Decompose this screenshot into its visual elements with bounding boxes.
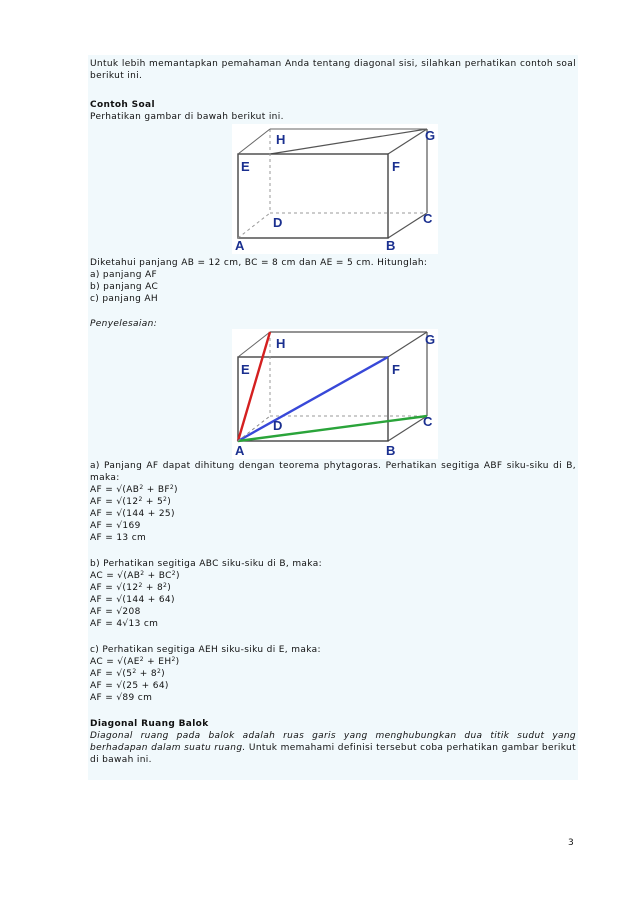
solution-a-intro: a) Panjang AF dapat dihitung dengan teorema phytagoras. Perhatikan segitiga ABF siku-siku di B, xyxy=(90,461,576,471)
vertex-f-label: F xyxy=(392,362,400,377)
given-text: Diketahui panjang AB = 12 cm, BC = 8 cm dan AE = 5 cm. Hitunglah: xyxy=(90,258,428,268)
solution-b-line5: AF = 4√13 cm xyxy=(90,619,159,629)
vertex-a-label: A xyxy=(235,238,245,253)
solution-c-intro: c) Perhatikan segitiga AEH siku-siku di E, maka: xyxy=(90,645,321,655)
solution-b-intro: b) Perhatikan segitiga ABC siku-siku di B, maka: xyxy=(90,559,322,569)
vertex-c-label: C xyxy=(423,211,433,226)
solution-a-line1: AF = $√(AB^2 + BF^2)$ xyxy=(90,484,178,495)
vertex-a-label: A xyxy=(235,443,245,458)
vertex-b-label: B xyxy=(386,238,396,253)
solution-c-line3: AF = √(25 + 64) xyxy=(90,681,169,691)
solution-a-line2: AF = $√(12^2 + 5^2)$ xyxy=(90,496,172,507)
question-a: a) panjang AF xyxy=(90,270,157,280)
solution-c-line1: AC = $√(AE^2 + EH^2)$ xyxy=(90,656,180,667)
example-prompt: Perhatikan gambar di bawah berikut ini. xyxy=(90,112,284,122)
vertex-b-label: B xyxy=(386,443,396,458)
vertex-h-label: H xyxy=(276,132,286,147)
solution-c-line4: AF = √89 cm xyxy=(90,693,153,703)
cuboid-diagonals-figure xyxy=(232,329,438,459)
solution-b-line1: AC = $√(AB^2 + BC^2)$ xyxy=(90,570,180,581)
solution-b-line2: AF = $√(12^2 + 8^2)$ xyxy=(90,582,172,593)
vertex-g-label: G xyxy=(425,128,436,143)
solution-b-line4: AF = √208 xyxy=(90,607,141,617)
example-heading: Contoh Soal xyxy=(90,100,155,110)
vertex-e-label: E xyxy=(241,362,250,377)
cuboid-figure xyxy=(232,124,438,254)
solution-a-line5: AF = 13 cm xyxy=(90,533,147,543)
question-c: c) panjang AH xyxy=(90,294,159,304)
vertex-h-label: H xyxy=(276,336,286,351)
solution-heading: Penyelesaian: xyxy=(90,319,158,329)
vertex-e-label: E xyxy=(241,159,250,174)
diagonal-ruang-heading: Diagonal Ruang Balok xyxy=(90,719,209,729)
vertex-c-label: C xyxy=(423,414,433,429)
solution-a-line3: AF = √(144 + 25) xyxy=(90,509,175,519)
question-b: b) panjang AC xyxy=(90,282,159,292)
vertex-f-label: F xyxy=(392,159,400,174)
solution-a-line4: AF = √169 xyxy=(90,521,141,531)
vertex-d-label: D xyxy=(273,215,283,230)
vertex-g-label: G xyxy=(425,332,436,347)
solution-a-cont: maka: xyxy=(90,473,120,483)
solution-c-line2: AF = $√(5^2 + 8^2)$ xyxy=(90,668,165,679)
diagonal-ruang-paragraph: Diagonal ruang pada balok adalah ruas garis yang menghubungkan dua titik sudut yang berhadapan dalam suatu ruang. Untuk memahami definisi tersebut coba perhatikan gambar berikut di bawah ini. xyxy=(90,731,576,766)
intro-paragraph: Untuk lebih memantapkan pemahaman Anda tentang diagonal sisi, silahkan perhatikan contoh soal berikut ini. xyxy=(90,59,576,82)
vertex-d-label: D xyxy=(273,418,283,433)
solution-b-line3: AF = √(144 + 64) xyxy=(90,595,175,605)
page-number: 3 xyxy=(568,838,574,848)
